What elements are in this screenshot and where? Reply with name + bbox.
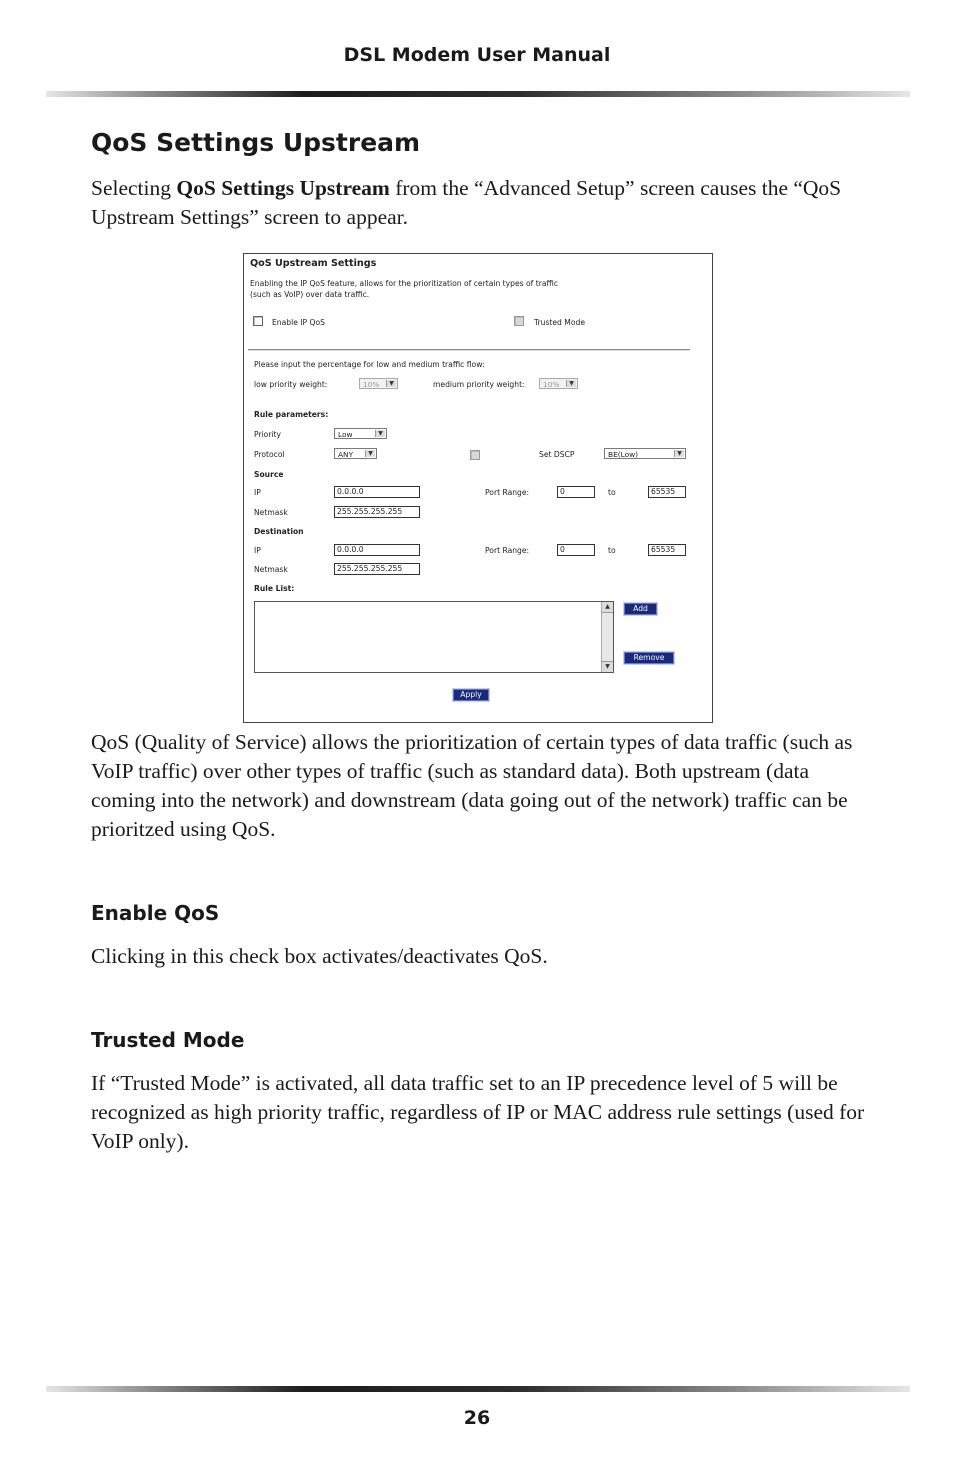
chevron-down-icon: ▼ bbox=[365, 450, 375, 457]
medium-priority-select[interactable]: 10% ▼ bbox=[539, 378, 578, 389]
trusted-mode-checkbox[interactable] bbox=[514, 316, 524, 326]
dscp-select[interactable]: BE(Low) ▼ bbox=[604, 448, 686, 459]
enable-ip-qos-label: Enable IP QoS bbox=[272, 318, 325, 327]
rule-list-heading: Rule List: bbox=[254, 584, 295, 593]
screen-desc-line2: (such as VoIP) over data traffic. bbox=[250, 290, 370, 299]
low-priority-label: low priority weight: bbox=[254, 380, 328, 389]
footer-rule bbox=[46, 1386, 910, 1392]
source-netmask-input[interactable]: 255.255.255.255 bbox=[334, 506, 420, 518]
destination-ip-input[interactable]: 0.0.0.0 bbox=[334, 544, 420, 556]
divider bbox=[248, 349, 690, 351]
protocol-label: Protocol bbox=[254, 450, 285, 459]
set-dscp-label: Set DSCP bbox=[539, 450, 575, 459]
rule-parameters-heading: Rule parameters: bbox=[254, 410, 329, 419]
intro-post: from the “Advanced Setup” screen causes the “QoS Upstream Settings” screen to appear. bbox=[91, 176, 842, 229]
chevron-down-icon: ▼ bbox=[674, 450, 684, 457]
intro-bold: QoS Settings Upstream bbox=[176, 176, 390, 200]
section-title: QoS Settings Upstream bbox=[91, 128, 421, 157]
priority-select[interactable]: Low ▼ bbox=[334, 428, 387, 439]
enable-ip-qos-checkbox[interactable] bbox=[253, 316, 263, 326]
destination-port-to-input[interactable]: 65535 bbox=[648, 544, 686, 556]
scroll-down-icon[interactable]: ▼ bbox=[602, 661, 613, 672]
header-rule bbox=[46, 91, 910, 97]
destination-netmask-label: Netmask bbox=[254, 565, 288, 574]
rule-list-textarea[interactable] bbox=[254, 601, 614, 673]
screen-desc-line1: Enabling the IP QoS feature, allows for the prioritization of certain types of traffic bbox=[250, 279, 559, 288]
remove-button[interactable]: Remove bbox=[624, 652, 674, 664]
low-priority-select[interactable]: 10% ▼ bbox=[359, 378, 398, 389]
qos-upstream-screenshot bbox=[243, 253, 713, 723]
enable-qos-text: Clicking in this check box activates/deactivates QoS. bbox=[91, 944, 548, 968]
source-heading: Source bbox=[254, 470, 284, 479]
destination-heading: Destination bbox=[254, 527, 304, 536]
scroll-up-icon[interactable]: ▲ bbox=[602, 602, 613, 613]
chevron-down-icon: ▼ bbox=[375, 430, 385, 437]
trusted-mode-label: Trusted Mode bbox=[534, 318, 585, 327]
set-dscp-checkbox[interactable] bbox=[470, 450, 480, 460]
destination-port-range-label: Port Range: bbox=[485, 546, 530, 555]
source-ip-input[interactable]: 0.0.0.0 bbox=[334, 486, 420, 498]
chevron-down-icon: ▼ bbox=[386, 380, 396, 387]
destination-ip-label: IP bbox=[254, 546, 261, 555]
add-button[interactable]: Add bbox=[624, 603, 657, 615]
protocol-select[interactable]: ANY ▼ bbox=[334, 448, 377, 459]
intro-paragraph bbox=[91, 174, 866, 232]
trusted-mode-heading: Trusted Mode bbox=[91, 1028, 245, 1052]
source-netmask-label: Netmask bbox=[254, 508, 288, 517]
trusted-mode-text: If “Trusted Mode” is activated, all data traffic set to an IP precedence level of 5 will be recognized as high priority traffic, regardless of IP or MAC address rule settings (used for VoIP only). bbox=[91, 1071, 865, 1153]
source-port-to-input[interactable]: 65535 bbox=[648, 486, 686, 498]
destination-to-label: to bbox=[608, 546, 616, 555]
apply-button[interactable]: Apply bbox=[453, 689, 489, 701]
destination-port-from-input[interactable]: 0 bbox=[557, 544, 595, 556]
enable-qos-heading: Enable QoS bbox=[91, 901, 220, 925]
medium-priority-label: medium priority weight: bbox=[433, 380, 525, 389]
destination-netmask-input[interactable]: 255.255.255.255 bbox=[334, 563, 420, 575]
manual-title: DSL Modem User Manual bbox=[343, 44, 611, 66]
rule-list-scrollbar[interactable] bbox=[601, 602, 613, 672]
source-ip-label: IP bbox=[254, 488, 261, 497]
source-port-range-label: Port Range: bbox=[485, 488, 530, 497]
intro-pre: Selecting bbox=[91, 176, 177, 200]
screen-title: QoS Upstream Settings bbox=[250, 258, 377, 269]
source-to-label: to bbox=[608, 488, 616, 497]
chevron-down-icon: ▼ bbox=[566, 380, 576, 387]
percent-prompt: Please input the percentage for low and medium traffic flow: bbox=[254, 360, 485, 369]
page-number: 26 bbox=[463, 1407, 491, 1429]
qos-description: QoS (Quality of Service) allows the prioritization of certain types of data traffic (such as VoIP traffic) over other types of traffic (such as standard data). Both upstream (data coming into the network) and downstream (data going out of the network) traffic can be prioritzed using QoS. bbox=[91, 730, 853, 841]
priority-label: Priority bbox=[254, 430, 282, 439]
source-port-from-input[interactable]: 0 bbox=[557, 486, 595, 498]
